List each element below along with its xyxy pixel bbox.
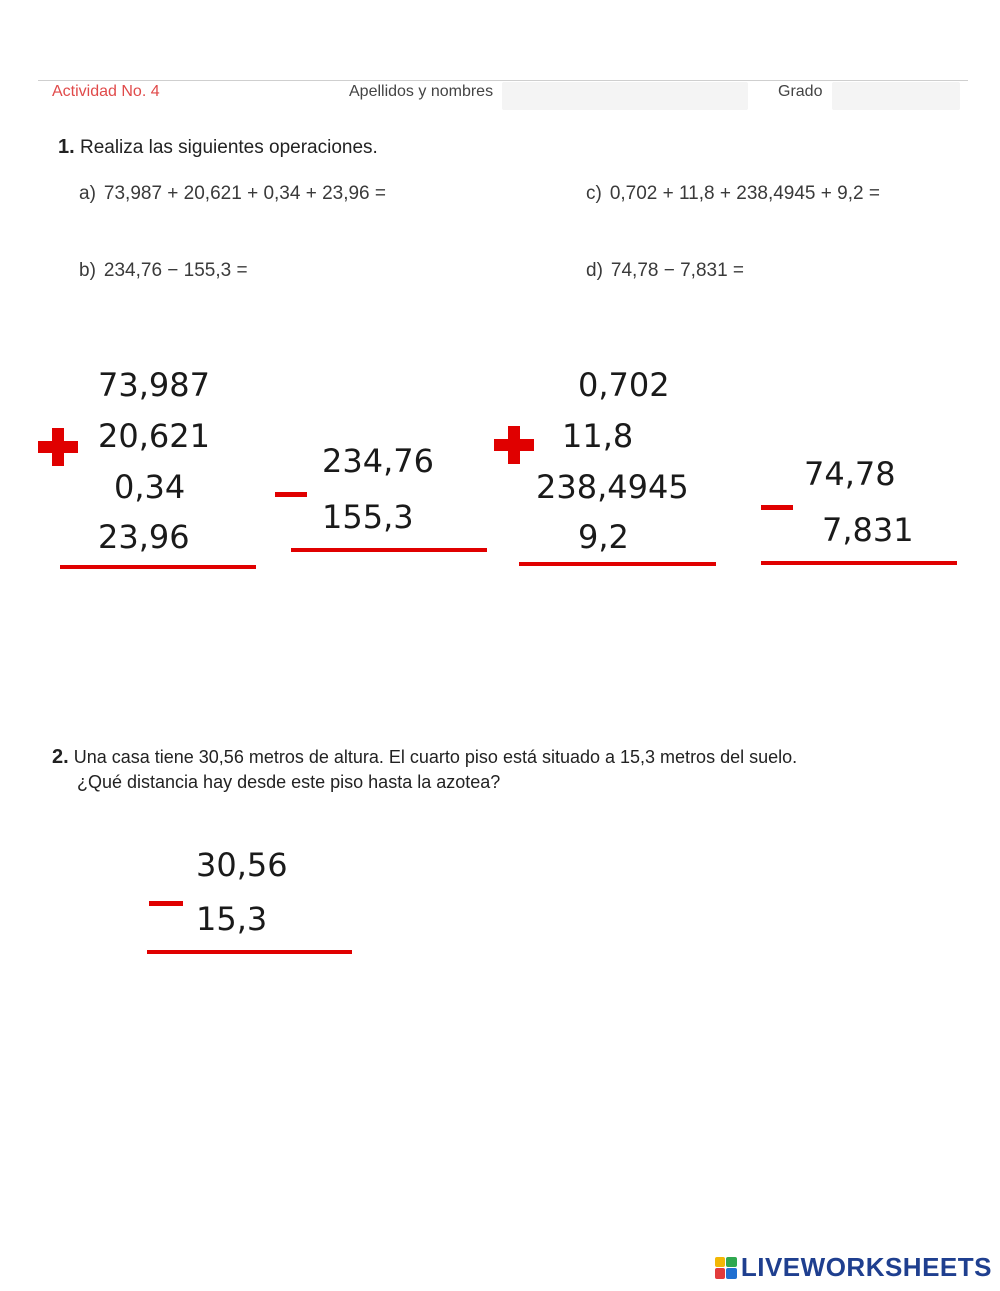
exercise-a [79,183,386,205]
exercise-d-expression: 74,78 − 7,831 = [610,260,745,281]
liveworksheets-logo [715,1252,992,1283]
plus-icon [38,428,78,468]
exercise-d-label: d) [586,260,603,281]
work-a-row-2: 20,621 [98,417,210,455]
question-1-prompt: Realiza las siguientes operaciones. [79,137,378,158]
work-d-row-2: 7,831 [822,511,914,549]
question-1-heading [58,136,378,159]
exercise-a-label: a) [79,183,96,204]
work-c-row-4: 9,2 [578,518,629,556]
plus-icon [494,426,534,466]
work-a-row-4: 23,96 [98,518,190,556]
minus-icon [275,492,307,497]
question-2-text-2: ¿Qué distancia hay desde este piso hasta la azotea? [77,772,501,792]
brand-grid-icon [715,1257,737,1279]
work-q2-row-1: 30,56 [196,846,288,884]
work-c-answer-line[interactable] [519,562,716,566]
work-q2-answer-line[interactable] [147,950,352,954]
work-a-row-1: 73,987 [98,366,210,404]
minus-icon [149,901,183,906]
exercise-c [586,183,880,205]
work-d-row-1: 74,78 [804,455,896,493]
work-c-row-1: 0,702 [578,366,670,404]
work-a-row-3: 0,34 [114,468,186,506]
brand-name: LIVEWORKSHEETS [740,1252,992,1282]
question-2-number: 2. [52,746,69,768]
work-q2-row-2: 15,3 [196,900,268,938]
exercise-b-expression: 234,76 − 155,3 = [103,260,248,281]
question-2-text-1: Una casa tiene 30,56 metros de altura. El cuarto piso está situado a 15,3 metros del suelo. [73,747,798,767]
exercise-b-label: b) [79,260,96,281]
exercise-a-expression: 73,987 + 20,621 + 0,34 + 23,96 = [103,183,386,204]
work-d-answer-line[interactable] [761,561,957,565]
work-b-row-2: 155,3 [322,498,414,536]
exercise-c-expression: 0,702 + 11,8 + 238,4945 + 9,2 = [609,183,880,204]
grade-label: Grado [778,83,823,100]
work-b-row-1: 234,76 [322,442,434,480]
grade-field[interactable] [832,82,960,110]
minus-icon [761,505,793,510]
exercise-b [79,260,248,282]
exercise-d [586,260,744,282]
work-a-answer-line[interactable] [60,565,256,569]
work-b-answer-line[interactable] [291,548,487,552]
question-2-line-1 [52,746,797,769]
activity-title: Actividad No. 4 [52,83,160,100]
work-c-row-3: 238,4945 [536,468,689,506]
names-label: Apellidos y nombres [349,83,494,100]
work-c-row-2: 11,8 [562,417,634,455]
exercise-c-label: c) [586,183,602,204]
names-field[interactable] [502,82,748,110]
question-1-number: 1. [58,136,75,158]
